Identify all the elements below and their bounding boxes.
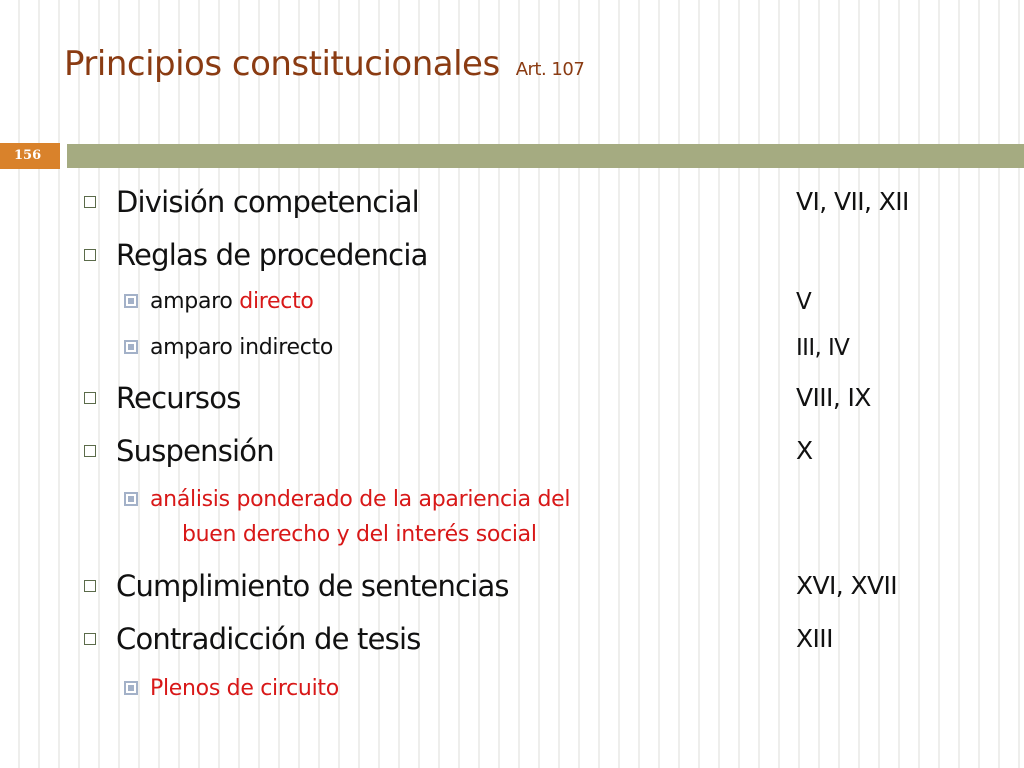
subbullet-label-line2: buen derecho y del interés social (182, 522, 537, 547)
square-bullet-icon (84, 633, 96, 645)
filled-square-bullet-icon (124, 492, 138, 506)
ref-contradiccion: XIII (796, 624, 833, 653)
square-bullet-icon (84, 196, 96, 208)
ref-division: VI, VII, XII (796, 187, 909, 216)
ref-suspension: X (796, 436, 813, 465)
square-bullet-icon (84, 249, 96, 261)
header-band (67, 144, 1024, 168)
ref-cumplimiento: XVI, XVII (796, 571, 898, 600)
bullet-label: Cumplimiento de sentencias (116, 569, 509, 603)
bullet-label: Reglas de procedencia (116, 238, 428, 272)
ref-amparo-directo: V (796, 289, 812, 315)
filled-square-bullet-icon (124, 294, 138, 308)
bullet-label: División competencial (116, 185, 419, 219)
subbullet-label: Plenos de circuito (150, 676, 339, 701)
ref-amparo-indirecto: III, IV (796, 335, 850, 361)
bullet-label: Suspensión (116, 434, 274, 468)
subbullet-prefix: amparo (150, 289, 233, 314)
slide-number: 156 (0, 143, 60, 169)
square-bullet-icon (84, 392, 96, 404)
highlight-text: directo (239, 289, 314, 314)
subbullet-label (150, 287, 314, 317)
ref-recursos: VIII, IX (796, 383, 871, 412)
slide-title-text: Principios constitucionales (64, 44, 500, 84)
bullet-label: Contradicción de tesis (116, 622, 421, 656)
bullet-label: Recursos (116, 381, 241, 415)
filled-square-bullet-icon (124, 340, 138, 354)
subbullet-label-line1: análisis ponderado de la apariencia del (150, 487, 571, 512)
subbullet-label: amparo indirecto (150, 335, 333, 360)
filled-square-bullet-icon (124, 681, 138, 695)
slide-subtitle: Art. 107 (515, 59, 585, 80)
square-bullet-icon (84, 580, 96, 592)
slide-title (64, 44, 584, 84)
square-bullet-icon (84, 445, 96, 457)
